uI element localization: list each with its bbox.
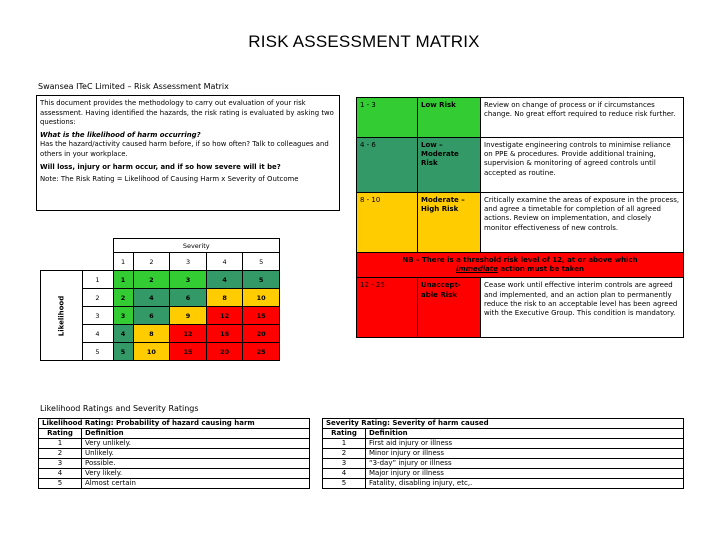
document-subtitle: Swansea ITeC Limited – Risk Assessment Matrix bbox=[38, 82, 229, 91]
matrix-cell: 4 bbox=[133, 289, 170, 307]
matrix-cell: 15 bbox=[243, 307, 280, 325]
matrix-cell: 4 bbox=[113, 325, 133, 343]
threshold-note-row bbox=[357, 253, 684, 278]
risk-level-row bbox=[357, 138, 684, 193]
question-likelihood: What is the likelihood of harm occurring? bbox=[40, 130, 201, 139]
threshold-emphasis: immediate bbox=[456, 265, 498, 274]
table-row: 3 “3-day” injury or illness bbox=[323, 459, 684, 469]
risk-label: Low Risk bbox=[418, 98, 481, 138]
severity-col-header: 3 bbox=[170, 253, 207, 271]
risk-range: 1 - 3 bbox=[357, 98, 418, 138]
matrix-cell: 3 bbox=[170, 271, 207, 289]
question-severity: Will loss, injury or harm occur, and if so how severe will it be? bbox=[40, 162, 281, 171]
col-header-definition: Definition bbox=[82, 429, 310, 439]
matrix-cell: 6 bbox=[170, 289, 207, 307]
matrix-cell: 20 bbox=[206, 343, 243, 361]
risk-level-row bbox=[357, 278, 684, 338]
intro-box bbox=[36, 95, 340, 211]
matrix-cell: 15 bbox=[170, 343, 207, 361]
col-header-definition: Definition bbox=[366, 429, 684, 439]
intro-text-2: Has the hazard/activity caused harm before, if so how often? Talk to colleagues and others in your workplace. bbox=[40, 140, 329, 158]
risk-description: Cease work until effective interim controls are agreed and implemented, and an action plan to permanently reduce the risk to an acceptable level has been agreed with the Executive Group. This condition is mandatory. bbox=[481, 278, 684, 338]
likelihood-axis-label: Likelihood bbox=[41, 271, 83, 361]
table-row: 4 Very likely. bbox=[39, 469, 310, 479]
severity-col-header: 4 bbox=[206, 253, 243, 271]
matrix-cell: 2 bbox=[133, 271, 170, 289]
matrix-cell: 10 bbox=[133, 343, 170, 361]
likelihood-rating-table bbox=[38, 418, 310, 489]
matrix-cell: 12 bbox=[206, 307, 243, 325]
risk-description: Review on change of process or if circumstances change. No great effort required to reduce risk further. bbox=[481, 98, 684, 138]
matrix-cell: 16 bbox=[206, 325, 243, 343]
matrix-cell: 5 bbox=[113, 343, 133, 361]
matrix-cell: 8 bbox=[206, 289, 243, 307]
col-header-rating: Rating bbox=[323, 429, 366, 439]
threshold-note: NB – There is a threshold risk level of 12, at or above which immediate action must be taken bbox=[357, 253, 684, 278]
page-title: RISK ASSESSMENT MATRIX bbox=[248, 32, 480, 51]
matrix-cell: 2 bbox=[113, 289, 133, 307]
col-header-rating: Rating bbox=[39, 429, 82, 439]
severity-rating-table bbox=[322, 418, 684, 489]
severity-axis-label: Severity bbox=[113, 239, 280, 253]
matrix-cell: 25 bbox=[243, 343, 280, 361]
likelihood-table-title: Likelihood Rating: Probability of hazard causing harm bbox=[39, 419, 310, 429]
severity-col-header: 5 bbox=[243, 253, 280, 271]
matrix-cell: 5 bbox=[243, 271, 280, 289]
matrix-cell: 12 bbox=[170, 325, 207, 343]
table-row: 3 Possible. bbox=[39, 459, 310, 469]
likelihood-row-header: 3 bbox=[82, 307, 113, 325]
risk-range: 12 - 25 bbox=[357, 278, 418, 338]
risk-matrix bbox=[40, 238, 280, 361]
likelihood-row-header: 5 bbox=[82, 343, 113, 361]
matrix-cell: 9 bbox=[170, 307, 207, 325]
severity-table-title: Severity Rating: Severity of harm caused bbox=[323, 419, 684, 429]
matrix-cell: 20 bbox=[243, 325, 280, 343]
risk-levels-table bbox=[356, 97, 684, 338]
likelihood-row-header: 4 bbox=[82, 325, 113, 343]
likelihood-row-header: 2 bbox=[82, 289, 113, 307]
risk-label: Low – Moderate Risk bbox=[418, 138, 481, 193]
risk-label: Unaccept-able Risk bbox=[418, 278, 481, 338]
matrix-cell: 4 bbox=[206, 271, 243, 289]
matrix-cell: 10 bbox=[243, 289, 280, 307]
table-row: 5 Fatality, disabling injury, etc,. bbox=[323, 479, 684, 489]
risk-description: Investigate engineering controls to minimise reliance on PPE & procedures. Provide additional training, supervision & monitoring of agreed controls until accepted as routine. bbox=[481, 138, 684, 193]
likelihood-row-header: 1 bbox=[82, 271, 113, 289]
intro-note: Note: The Risk Rating = Likelihood of Causing Harm x Severity of Outcome bbox=[40, 175, 299, 184]
severity-col-header: 1 bbox=[113, 253, 133, 271]
ratings-section-title: Likelihood Ratings and Severity Ratings bbox=[40, 404, 199, 413]
table-row: 1 First aid injury or illness bbox=[323, 439, 684, 449]
table-row: 5 Almost certain bbox=[39, 479, 310, 489]
risk-level-row bbox=[357, 193, 684, 253]
severity-col-header: 2 bbox=[133, 253, 170, 271]
intro-text: This document provides the methodology to carry out evaluation of your risk assessment. Having identified the hazards, the risk rating is evaluated by asking two questions: bbox=[40, 99, 334, 127]
table-row: 4 Major injury or illness bbox=[323, 469, 684, 479]
matrix-cell: 8 bbox=[133, 325, 170, 343]
risk-range: 4 - 6 bbox=[357, 138, 418, 193]
matrix-cell: 6 bbox=[133, 307, 170, 325]
risk-range: 8 - 10 bbox=[357, 193, 418, 253]
risk-label: Moderate – High Risk bbox=[418, 193, 481, 253]
table-row: 2 Minor injury or illness bbox=[323, 449, 684, 459]
matrix-cell: 3 bbox=[113, 307, 133, 325]
matrix-cell: 1 bbox=[113, 271, 133, 289]
risk-description: Critically examine the areas of exposure in the process, and agree a timetable for completion of all agreed actions. Review on implementation, and closely monitor effectiveness of new controls. bbox=[481, 193, 684, 253]
table-row: 1 Very unlikely. bbox=[39, 439, 310, 449]
risk-level-row bbox=[357, 98, 684, 138]
table-row: 2 Unlikely. bbox=[39, 449, 310, 459]
